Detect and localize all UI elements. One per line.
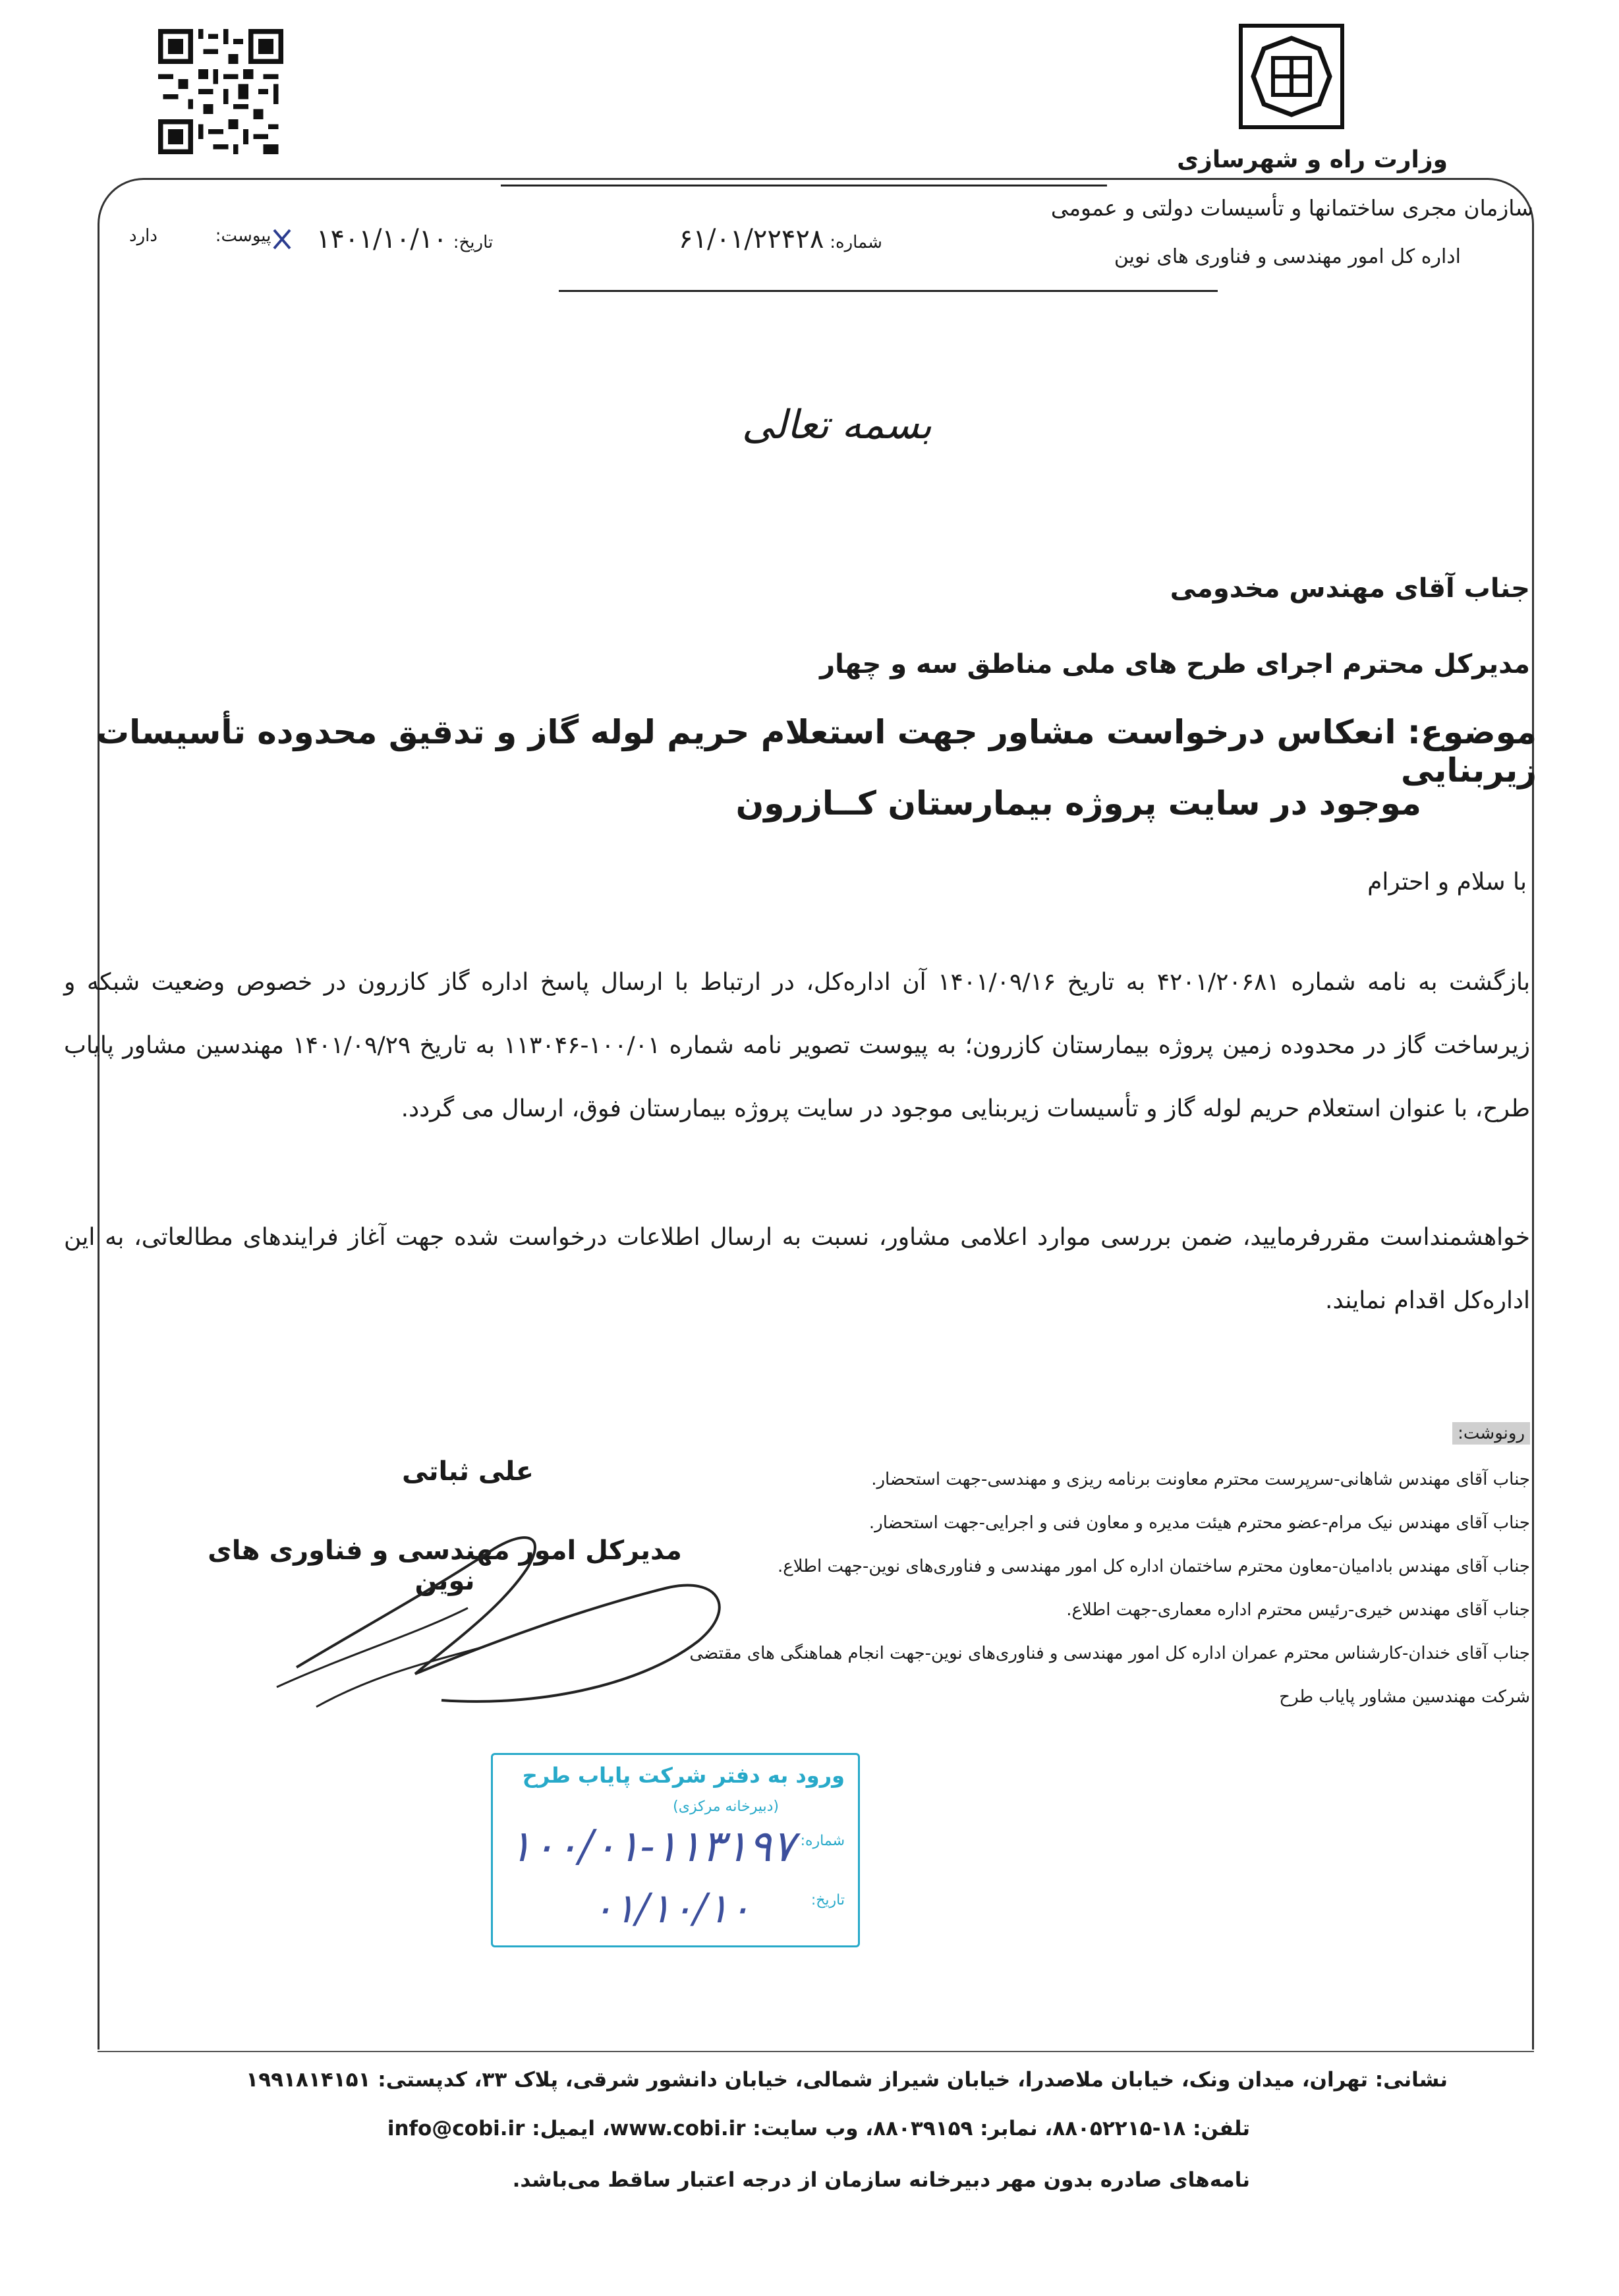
stamp-subtitle: (دبیرخانه مرکزی): [673, 1798, 779, 1815]
cc-line: شرکت مهندسین مشاور پایاب طرح: [1279, 1687, 1530, 1707]
ministry-name: وزارت راه و شهرسازی: [1177, 146, 1448, 173]
x-mark-icon: [271, 227, 293, 251]
organization-name: سازمان مجری ساختمانها و تأسیسات دولتی و عمومی: [1050, 195, 1533, 221]
recipient-title: مدیرکل محترم اجرای طرح های ملی مناطق سه و چهار: [820, 649, 1530, 679]
footer-address: نشانی: تهران، میدان ونک، خیابان ملاصدرا، خیابان شیراز شمالی، خیابان دانشور شرقی، پلاک ۳۳، کدپستی: ۱۹۹۱۸۱۴۱۵۱: [246, 2068, 1448, 2092]
footer-contact: تلفن: ۱۸-۸۸۰۵۲۲۱۵، نمابر: ۸۸۰۳۹۱۵۹، وب سایت: www.cobi.ir، ایمیل: info@cobi.ir: [387, 2117, 1250, 2140]
letter-attachment: [129, 224, 271, 246]
entry-stamp: [491, 1753, 860, 1947]
cc-line: جناب آقای خندان-کارشناس محترم عمران اداره کل امور مهندسی و فناوری‌های نوین-جهت انجام هماهنگی های مقتضی: [689, 1644, 1530, 1663]
cc-line: جناب آقای مهندس بادامیان-معاون محترم ساختمان اداره کل امور مهندسی و فناوری‌های نوین-جهت اطلاع.: [777, 1557, 1530, 1576]
cc-line: جناب آقای مهندس شاهانی-سرپرست محترم معاونت برنامه ریزی و مهندسی-جهت استحضار.: [871, 1470, 1530, 1489]
stamp-date-label: تاریخ:: [810, 1892, 845, 1909]
subject-line-2: موجود در سایت پروژه بیمارستان کــازرون: [735, 784, 1421, 822]
date-value: ۱۴۰۱/۱۰/۱۰: [316, 224, 447, 254]
body-paragraph-1: بازگشت به نامه شماره ۴۲۰۱/۲۰۶۸۱ به تاریخ ۱۴۰۱/۰۹/۱۶ آن اداره‌کل، در ارتباط با ارسال پاسخ اداره گاز کازرون در خصوص وضعیت شبکه و زیرساخت گاز در محدوده زمین پروژه بیمارستان کازرون؛ به پیوست تصویر نامه شماره ۱۰۰/۰۱-۱۱۳۰۴۶ به تاریخ ۱۴۰۱/۰۹/۲۹ مهندسین مشاور پایاب طرح، با عنوان استعلام حریم لوله گاز و تأسیسات زیربنایی موجود در سایت پروژه بیمارستان فوق، ارسال می گردد.: [64, 969, 1531, 1122]
body-paragraph-2: خواهشمنداست مقررفرمایید، ضمن بررسی موارد اعلامی مشاور، نسبت به ارسال اطلاعات درخواست شده جهت آغاز فرایندهای مطالعاتی، به این اداره‌کل اقدام نمایند.: [64, 1224, 1530, 1314]
ministry-logo-icon: [1239, 24, 1344, 129]
recipient-name: جناب آقای مهندس مخدومی: [1170, 573, 1530, 604]
cc-label: رونوشت:: [1452, 1422, 1530, 1445]
attachment-label: پیوست:: [215, 226, 271, 246]
department-name: اداره کل امور مهندسی و فناوری های نوین: [1114, 245, 1461, 268]
signer-name: علی ثباتی: [402, 1456, 534, 1487]
qr-code-icon: [158, 29, 283, 154]
attachment-value: دارد: [129, 226, 157, 246]
cc-line: جناب آقای مهندس خیری-رئیس محترم اداره معماری-جهت اطلاع.: [1066, 1600, 1530, 1620]
number-label: شماره:: [830, 233, 882, 252]
subject-line-1: موضوع: انعکاس درخواست مشاور جهت استعلام حریم لوله گاز و تدقیق محدوده تأسیسات زیربنایی: [96, 713, 1537, 789]
signer-title: مدیرکل امور مهندسی و فناوری های نوین: [208, 1535, 682, 1596]
letter-number: [679, 224, 882, 254]
basmala: بسمه تعالی: [741, 402, 932, 448]
letter-date: [316, 224, 493, 254]
stamp-title: ورود به دفتر شرکت پایاب طرح: [522, 1763, 845, 1788]
handwritten-signature-icon: [217, 1509, 745, 1720]
header-top-divider: [501, 185, 1107, 187]
stamp-number-value: ۱۰۰/۰۱-۱۱۳۱۹۷: [509, 1821, 795, 1872]
footer-note: نامه‌های صادره بدون مهر دبیرخانه سازمان از درجه اعتبار ساقط می‌باشد.: [512, 2168, 1250, 2192]
stamp-date-value: ۰۱/۱۰/۱۰: [592, 1884, 751, 1932]
date-label: تاریخ:: [453, 233, 494, 252]
number-value: ۶۱/۰۱/۲۲۴۲۸: [679, 224, 824, 254]
stamp-number-label: شماره:: [800, 1833, 845, 1849]
footer-divider: [98, 2051, 1534, 2052]
header-bottom-divider: [559, 290, 1218, 292]
cc-line: جناب آقای مهندس نیک مرام-عضو محترم هیئت مدیره و معاون فنی و اجرایی-جهت استحضار.: [868, 1513, 1530, 1533]
greeting: با سلام و احترام: [1367, 869, 1527, 896]
